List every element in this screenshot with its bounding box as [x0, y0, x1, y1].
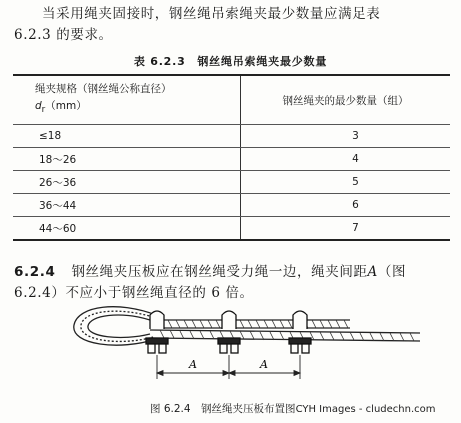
figure-caption: 图 6.2.4 钢丝绳夹压板布置图: [150, 403, 296, 415]
section-text-2: （图: [377, 264, 407, 280]
section-number: 6.2.4: [14, 264, 56, 280]
cell-spec: ≤18: [13, 125, 241, 148]
rope-lower-bottom: [150, 338, 420, 341]
header-min-count: 钢丝绳夹的最少数量（组）: [241, 75, 451, 125]
cell-count: 5: [241, 171, 451, 194]
dimension-label-a-1: A: [189, 358, 197, 371]
table-row: [13, 194, 450, 217]
table-header-row: [13, 75, 450, 125]
thimble-inner: [88, 315, 150, 337]
intro-line-1: 当采用绳夹固接时，钢丝绳吊索绳夹最少数量应满足表: [42, 6, 381, 22]
dimension-lines: [157, 355, 300, 379]
wire-clip-2: [218, 311, 240, 353]
section-variable: A: [367, 264, 378, 280]
figure-caption-line: [150, 401, 436, 416]
watermark: CYH Images - cludechn.com: [295, 404, 436, 415]
section-text-1: 钢丝绳夹压板应在钢丝绳受力绳一边，绳夹间距: [71, 264, 368, 280]
header-clip-spec: [13, 75, 241, 125]
intro-line-2: 6.2.3 的要求。: [14, 27, 113, 43]
thimble-outer: [74, 307, 156, 345]
cell-spec: 36～44: [13, 194, 241, 217]
intro-paragraph: [14, 4, 454, 46]
table-row: [13, 148, 450, 171]
cell-spec: 44～60: [13, 217, 241, 241]
header-clip-spec-line1: 绳夹规格（钢丝绳公称直径）: [35, 82, 172, 95]
section-6-2-4: [14, 262, 454, 304]
header-clip-spec-symbol: d: [35, 99, 42, 112]
wire-clip-1: [146, 311, 168, 353]
table-row: [13, 125, 450, 148]
cell-count: 6: [241, 194, 451, 217]
table-row: [13, 217, 450, 241]
dimension-label-a-2: A: [260, 358, 268, 371]
header-clip-spec-unit: （mm）: [45, 99, 87, 112]
cell-count: 3: [241, 125, 451, 148]
clip-quantity-table: [13, 74, 450, 241]
cell-spec: 26～36: [13, 171, 241, 194]
cell-count: 7: [241, 217, 451, 241]
cell-spec: 18～26: [13, 148, 241, 171]
section-line-1: [14, 262, 454, 283]
cell-count: 4: [241, 148, 451, 171]
header-clip-spec-subscript: r: [41, 105, 46, 116]
table-row: [13, 171, 450, 194]
table-title: 表 6.2.3 钢丝绳吊索绳夹最少数量: [133, 55, 328, 68]
section-line-2: 6.2.4）不应小于钢丝绳直径的 6 倍。: [14, 285, 254, 301]
clip-layout-figure: [0, 303, 461, 401]
